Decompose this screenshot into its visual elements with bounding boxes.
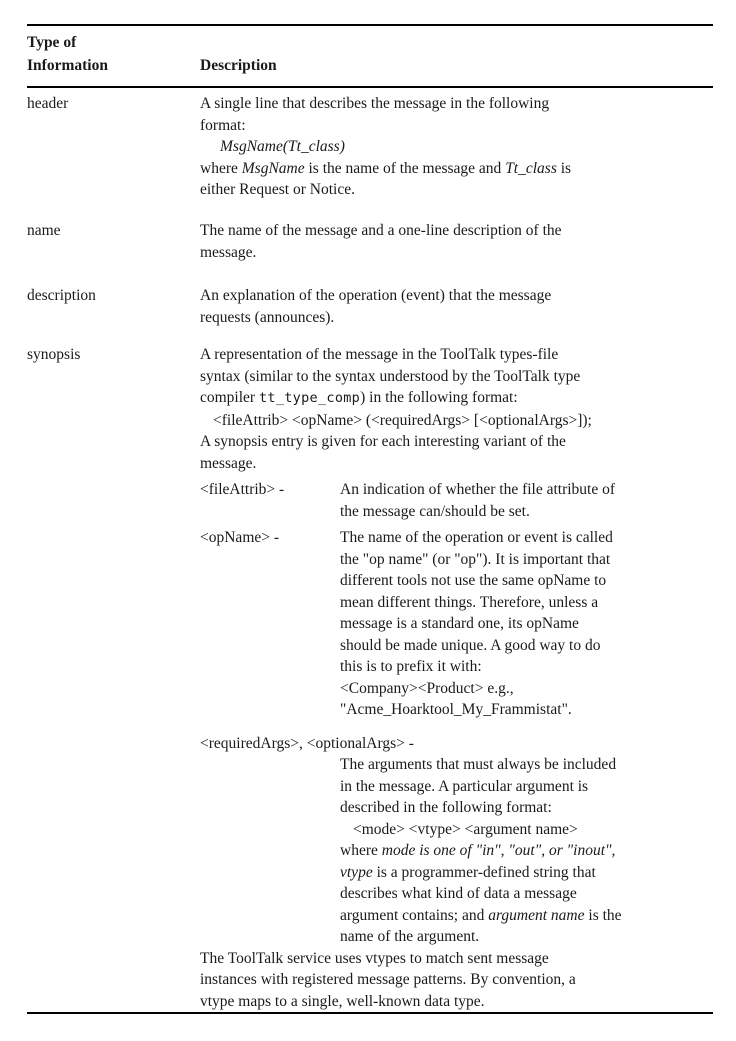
table-bottom-rule [27,1012,713,1014]
text-run: is a programmer-defined string that [372,863,596,881]
text-line [200,179,715,201]
text-line [200,307,715,329]
text-run: name of the argument. [340,928,480,945]
row-description-text [200,344,715,1012]
text-line [200,549,715,571]
text-line [200,285,715,307]
text-line [200,754,715,776]
text-line [200,678,715,700]
text-run: syntax (similar to the syntax understood by the ToolTalk type [200,367,581,385]
text-line [200,592,715,614]
text-run: "Acme_Hoarktool_My_Frammistat". [340,701,572,718]
text-run: described in the following format: [340,799,552,816]
text-run: mean different things. Therefore, unless a [340,593,599,611]
text-line [200,883,715,905]
text-run: A single line that describes the message in the following [200,95,550,112]
text-run: vtype maps to a single, well-known data type. [200,992,485,1010]
text-run: Tt_class [505,159,557,177]
text-run: should be made unique. A good way to do [340,636,601,654]
text-run: An explanation of the operation (event) that the message [200,287,552,304]
text-run: the message can/should be set. [340,502,530,520]
text-line [200,136,715,158]
text-run: message is a standard one, its opName [340,615,579,632]
text-line [200,776,715,798]
table-header-rule [27,86,713,88]
row-term: synopsis [27,346,81,363]
text-line [200,991,715,1013]
text-run: message. [200,454,257,472]
text-run: MsgName(Tt_class) [220,138,345,155]
text-line [200,797,715,819]
text-run: where [340,842,382,859]
text-run: vtype [340,863,373,881]
text-run: <opName> - [200,529,280,546]
text-run: message. [200,243,257,261]
text-line [200,527,715,549]
text-line [200,431,715,453]
text-run: is [556,159,572,177]
text-run: argument name [488,906,585,924]
text-line [200,905,715,927]
text-line [200,840,715,862]
text-run: is the [584,906,622,924]
text-run: mode is one of "in", "out", or "inout", [381,842,616,859]
column-header-line: Information [27,57,108,74]
text-line [200,387,715,410]
text-line [200,501,715,523]
text-run: tt_type_comp [258,390,361,406]
text-run: describes what kind of data a message [340,885,577,902]
row-description-text [200,285,715,328]
text-run: The arguments that must always be included [340,756,617,773]
text-line [200,366,715,388]
text-run: <requiredArgs>, <optionalArgs> - [200,734,414,752]
text-line [200,410,715,432]
text-run: requests (announces). [200,308,335,326]
text-line [200,699,715,721]
text-line [200,656,715,678]
column-header-line: Type of [27,34,77,51]
text-line [200,453,715,475]
text-run: is the name of the message and [304,159,506,177]
text-line [200,948,715,970]
text-run: in the message. A particular argument is [340,777,589,795]
row-term: name [27,222,61,239]
row-description-text [200,220,715,263]
text-line [200,635,715,657]
text-line [200,613,715,635]
text-run: where [200,159,242,177]
text-line [200,926,715,948]
text-line [200,570,715,592]
text-run: instances with registered message patterns. By convention, a [200,971,576,988]
row-term: header [27,95,69,112]
text-run: compiler [200,389,259,406]
text-run: An indication of whether the file attribute of [340,481,616,498]
text-line [200,969,715,991]
text-line [200,93,715,115]
text-run: <fileAttrib> - [200,481,285,498]
text-line [200,242,715,264]
text-line [200,819,715,841]
text-line [200,220,715,242]
text-run: either Request or Notice. [200,181,355,198]
column-header-description: Description [200,57,277,74]
text-run: <fileAttrib> <opName> (<requiredArgs> [<optionalArgs>]); [213,411,592,429]
row-term: description [27,287,96,304]
text-run: this is to prefix it with: [340,658,482,675]
text-run: format: [200,116,246,134]
text-line [200,479,715,501]
text-run: the "op name" (or "op"). It is important that [340,550,611,568]
text-run: <Company><Product> e.g., [340,679,514,697]
text-run: A representation of the message in the ToolTalk types-file [200,346,559,363]
text-run: <mode> <vtype> <argument name> [353,820,578,838]
text-run: The name of the message and a one-line description of the [200,222,562,239]
text-run: MsgName [241,159,305,177]
row-description-text [200,93,715,201]
text-run: different tools not use the same opName to [340,572,607,589]
text-line [200,862,715,884]
text-line [200,158,715,180]
text-run: The ToolTalk service uses vtypes to match sent message [200,949,549,967]
text-line [200,344,715,366]
text-line [200,733,715,755]
text-run: A synopsis entry is given for each interesting variant of the [200,433,566,450]
table-top-rule [27,24,713,26]
text-run: argument contains; and [340,906,489,924]
text-run: The name of the operation or event is called [340,529,613,546]
column-header-type-of-information [27,31,108,77]
text-line [200,115,715,137]
text-run: ) in the following format: [360,389,518,406]
